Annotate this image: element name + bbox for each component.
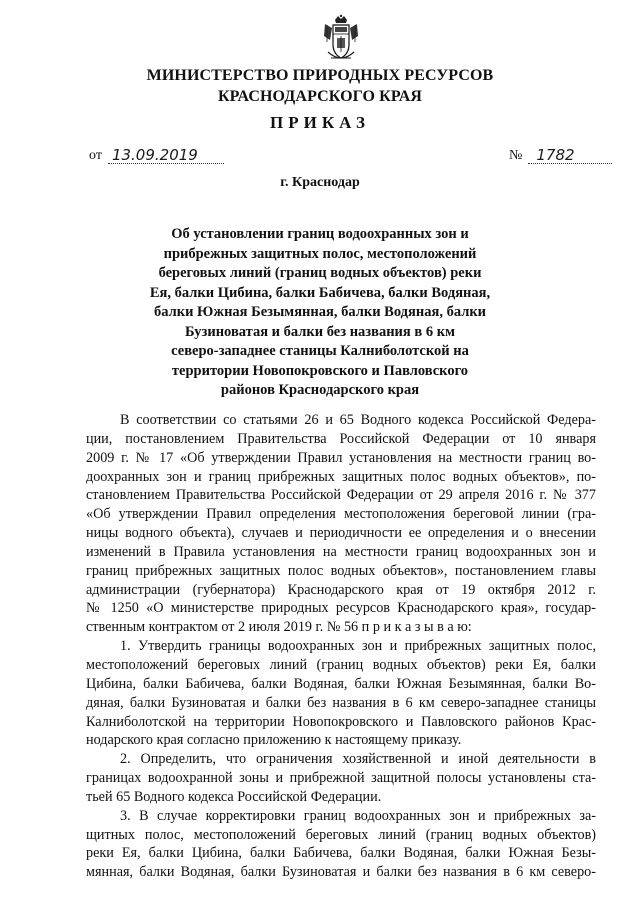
body-line: «Об утверждении Правил определения местоположения береговой линии (гра-: [86, 506, 596, 523]
body-line: 2009 г. № 17 «Об утверждении Правил установления на местности границ во-: [86, 449, 596, 466]
order-subject: [130, 225, 510, 401]
order-body: [86, 411, 596, 882]
body-line: 3. В случае корректировки границ водоохранных зон и прибрежных за-: [120, 807, 596, 824]
subject-line: Бузиноватая и балки без названия в 6 км: [185, 323, 455, 340]
body-line: становлением Правительства Российской Федерации от 29 апреля 2016 г. № 377: [86, 487, 596, 504]
body-line: В соответствии со статьями 26 и 65 Водного кодекса Российской Федера-: [120, 412, 596, 428]
body-line: ции, постановлением Правительства Российской Федерации от 10 января: [86, 430, 596, 447]
number-sign: №: [509, 148, 523, 163]
body-line: Цибина, балки Бабичева, балки Водяная, балки Южная Безымянная, балки Во-: [86, 675, 596, 692]
subject-line: береговых линий (границ водных объектов) реки: [158, 265, 482, 281]
body-line: Калниболотской на территории Новопокровского и Павловского районов Крас-: [86, 713, 596, 730]
handwritten-number: 1782: [528, 147, 612, 164]
subject-line: территории Новопокровского и Павловского: [171, 362, 469, 379]
subject-line: балки Южная Безымянная, балки Водяная, балки: [153, 304, 487, 320]
date-field: [89, 147, 224, 164]
body-line: тьей 65 Водного кодекса Российской Федерации.: [86, 788, 382, 805]
body-line: изменений в Правила установления на местности границ водоохранных зон и: [86, 543, 596, 560]
handwritten-date: 13.09.2019: [108, 147, 224, 164]
document-type: ПРИКАЗ: [270, 113, 370, 132]
subject-line: северо-западнее станицы Калниболотской на: [171, 343, 469, 359]
body-line: ственным контрактом от 2 июля 2019 г. № 56 п р и к а з ы в а ю:: [86, 619, 472, 636]
ministry-name-line2: КРАСНОДАРСКОГО КРАЯ: [217, 88, 423, 105]
subject-line: районов Краснодарского края: [220, 382, 420, 398]
date-prefix: от: [89, 148, 102, 163]
subject-line: Ея, балки Цибина, балки Бабичева, балки Водяная,: [149, 284, 491, 301]
body-line: щитных полос, местоположений береговых линий (границ водных объектов): [86, 826, 596, 843]
body-line: реки Ея, балки Цибина, балки Бабичева, балки Водяная, балки Южная Безы-: [86, 845, 596, 862]
body-line: № 1250 «О министерстве природных ресурсов Краснодарского края», государ-: [86, 600, 596, 617]
subject-line: прибрежных защитных полос, местоположений: [163, 245, 477, 262]
body-line: 2. Определить, что ограничения хозяйственной и иной деятельности в: [120, 751, 596, 768]
body-line: доохранных зон и границ прибрежных защитных полос водных объектов», по-: [86, 468, 596, 485]
number-field: [509, 147, 612, 164]
body-line: нодарского края согласно приложению к настоящему приказу.: [86, 732, 462, 749]
body-line: границах водоохранной зоны и прибрежной защитной полосы установлены ста-: [86, 770, 596, 787]
body-line: администрации (губернатора) Краснодарского края от 19 октября 2012 г.: [86, 581, 596, 598]
body-line: ницы водного объекта), случаев и периодичности ее определения и о внесении: [86, 525, 596, 542]
city-name: г. Краснодар: [280, 175, 360, 190]
body-line: мянная, балки Водяная, балки Бузиноватая и балки без названия в 6 км северо-: [86, 864, 596, 881]
body-line: 1. Утвердить границы водоохранных зон и прибрежных защитных полос,: [120, 638, 596, 655]
ministry-name-line1: МИНИСТЕРСТВО ПРИРОДНЫХ РЕСУРСОВ: [146, 67, 494, 84]
body-line: местоположений береговых линий (границ водных объектов) реки Ея, балки: [86, 656, 596, 673]
body-line: границ прибрежных защитных полос водных объектов», постановлением главы: [86, 562, 596, 579]
subject-line: Об установлении границ водоохранных зон и: [171, 226, 469, 242]
body-line: дяная, балки Бузиноватая и балки без названия в 6 км северо-западнее станицы: [86, 694, 596, 711]
coat-of-arms-emblem: [322, 14, 360, 64]
